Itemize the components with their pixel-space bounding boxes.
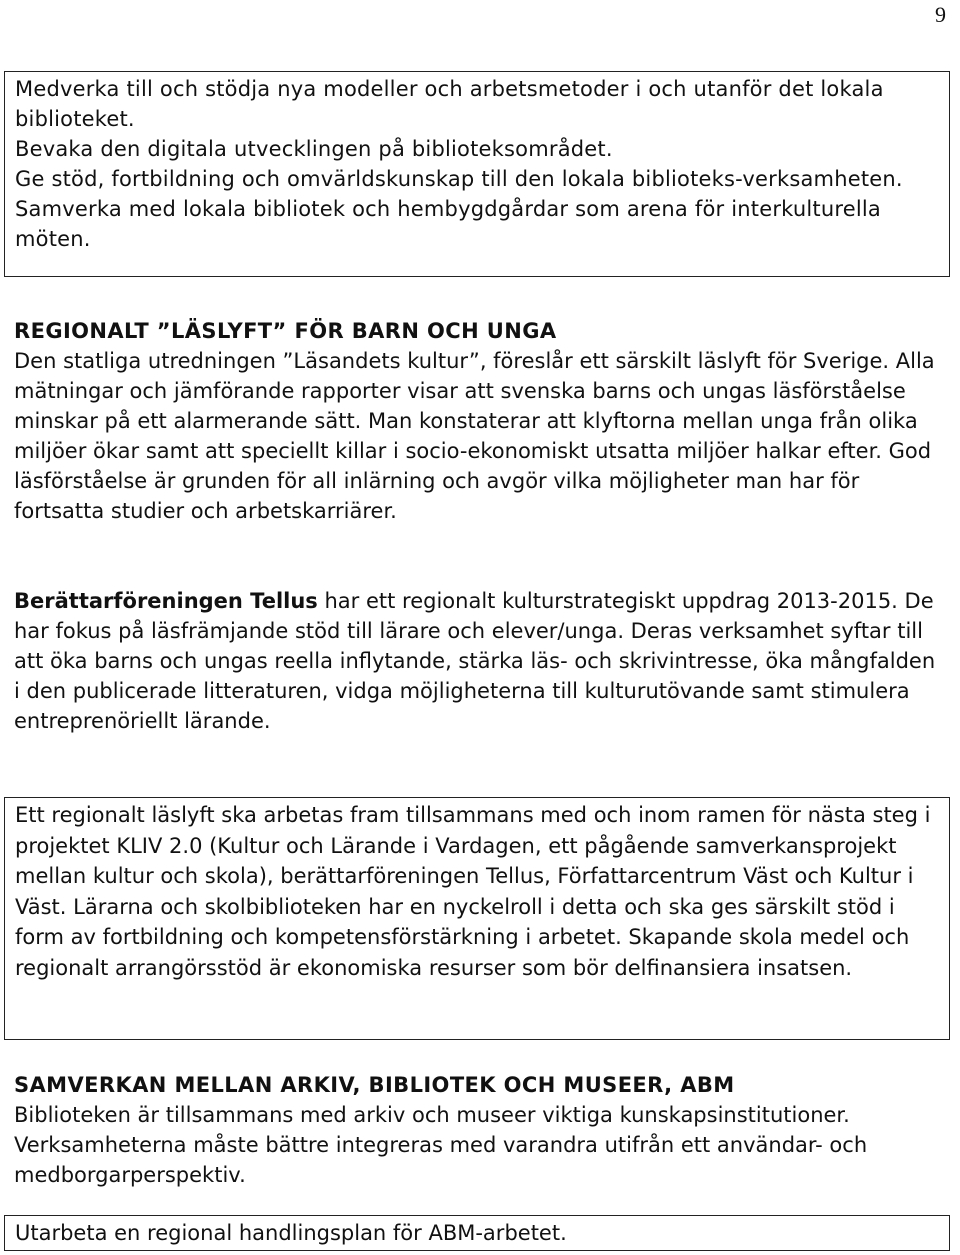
goals-box [4, 71, 950, 277]
section-heading: SAMVERKAN MELLAN ARKIV, BIBLIOTEK OCH MUSEER, ABM [14, 1073, 735, 1097]
section-body: har ett regionalt kulturstrategiskt uppdrag 2013-2015. De har fokus på läsfrämjande stöd till lärare och elever/unga. Deras verksamhet syftar till att öka barns och ungas reella inflytande, stärka läs- och skrivintresse, öka mångfalden i den publicerade litteraturen, vidga möjligheterna till kulturutövande samt stimulera entreprenöriellt lärande. [14, 589, 936, 733]
abm-plan-box [4, 1215, 950, 1251]
abm-section [14, 1070, 946, 1190]
section-body: Biblioteken är tillsammans med arkiv och museer viktiga kunskapsinstitutioner. Verksamheterna måste bättre integreras med varandra utifrån ett användar- och medborgarperspektiv. [14, 1103, 868, 1187]
section-heading: REGIONALT ”LÄSLYFT” FÖR BARN OCH UNGA [14, 319, 557, 343]
section-body: Den statliga utredningen ”Läsandets kultur”, föreslår ett särskilt läslyft för Sverige. Alla mätningar och jämförande rapporter visar att svenska barns och ungas läsförståelse minskar på ett alarmerande sätt. Man konstaterar att klyftorna mellan unga från olika miljöer ökar samt att speciellt killar i socio-ekonomiskt utsatta miljöer halkar efter. God läsförståelse är grunden för all inlärning och avgör vilka möjligheter man har för fortsatta studier och arbetskarriärer. [14, 349, 935, 523]
goal-item: Ge stöd, fortbildning och omvärldskunskap till den lokala biblioteks-verksamheten. [15, 167, 903, 191]
organization-name: Berättarföreningen Tellus [14, 589, 318, 613]
box-text: Utarbeta en regional handlingsplan för ABM-arbetet. [15, 1221, 567, 1245]
regional-lasalyft-section [14, 316, 946, 526]
goal-item: Samverka med lokala bibliotek och hembygdgårdar som arena för interkulturella möten. [15, 197, 881, 251]
goal-item: Medverka till och stödja nya modeller och arbetsmetoder i och utanför det lokala biblioteket. [15, 77, 884, 131]
goal-item: Bevaka den digitala utvecklingen på biblioteksområdet. [15, 137, 613, 161]
tellus-section [14, 586, 946, 736]
box-text: Ett regionalt läslyft ska arbetas fram tillsammans med och inom ramen för nästa steg i projektet KLIV 2.0 (Kultur och Lärande i Vardagen, ett pågående samverkansprojekt mellan kultur och skola), berättarföreningen Tellus, Författarcentrum Väst och Kultur i Väst. Lärarna och skolbiblioteken har en nyckelroll i detta och ska ges särskilt stöd i form av fortbildning och kompetensförstärkning i arbetet. Skapande skola medel och regionalt arrangörsstöd är ekonomiska resurser som bör delfinansiera insatsen. [15, 803, 931, 980]
page-number: 9 [935, 2, 946, 27]
lasalyft-plan-box [4, 797, 950, 1040]
